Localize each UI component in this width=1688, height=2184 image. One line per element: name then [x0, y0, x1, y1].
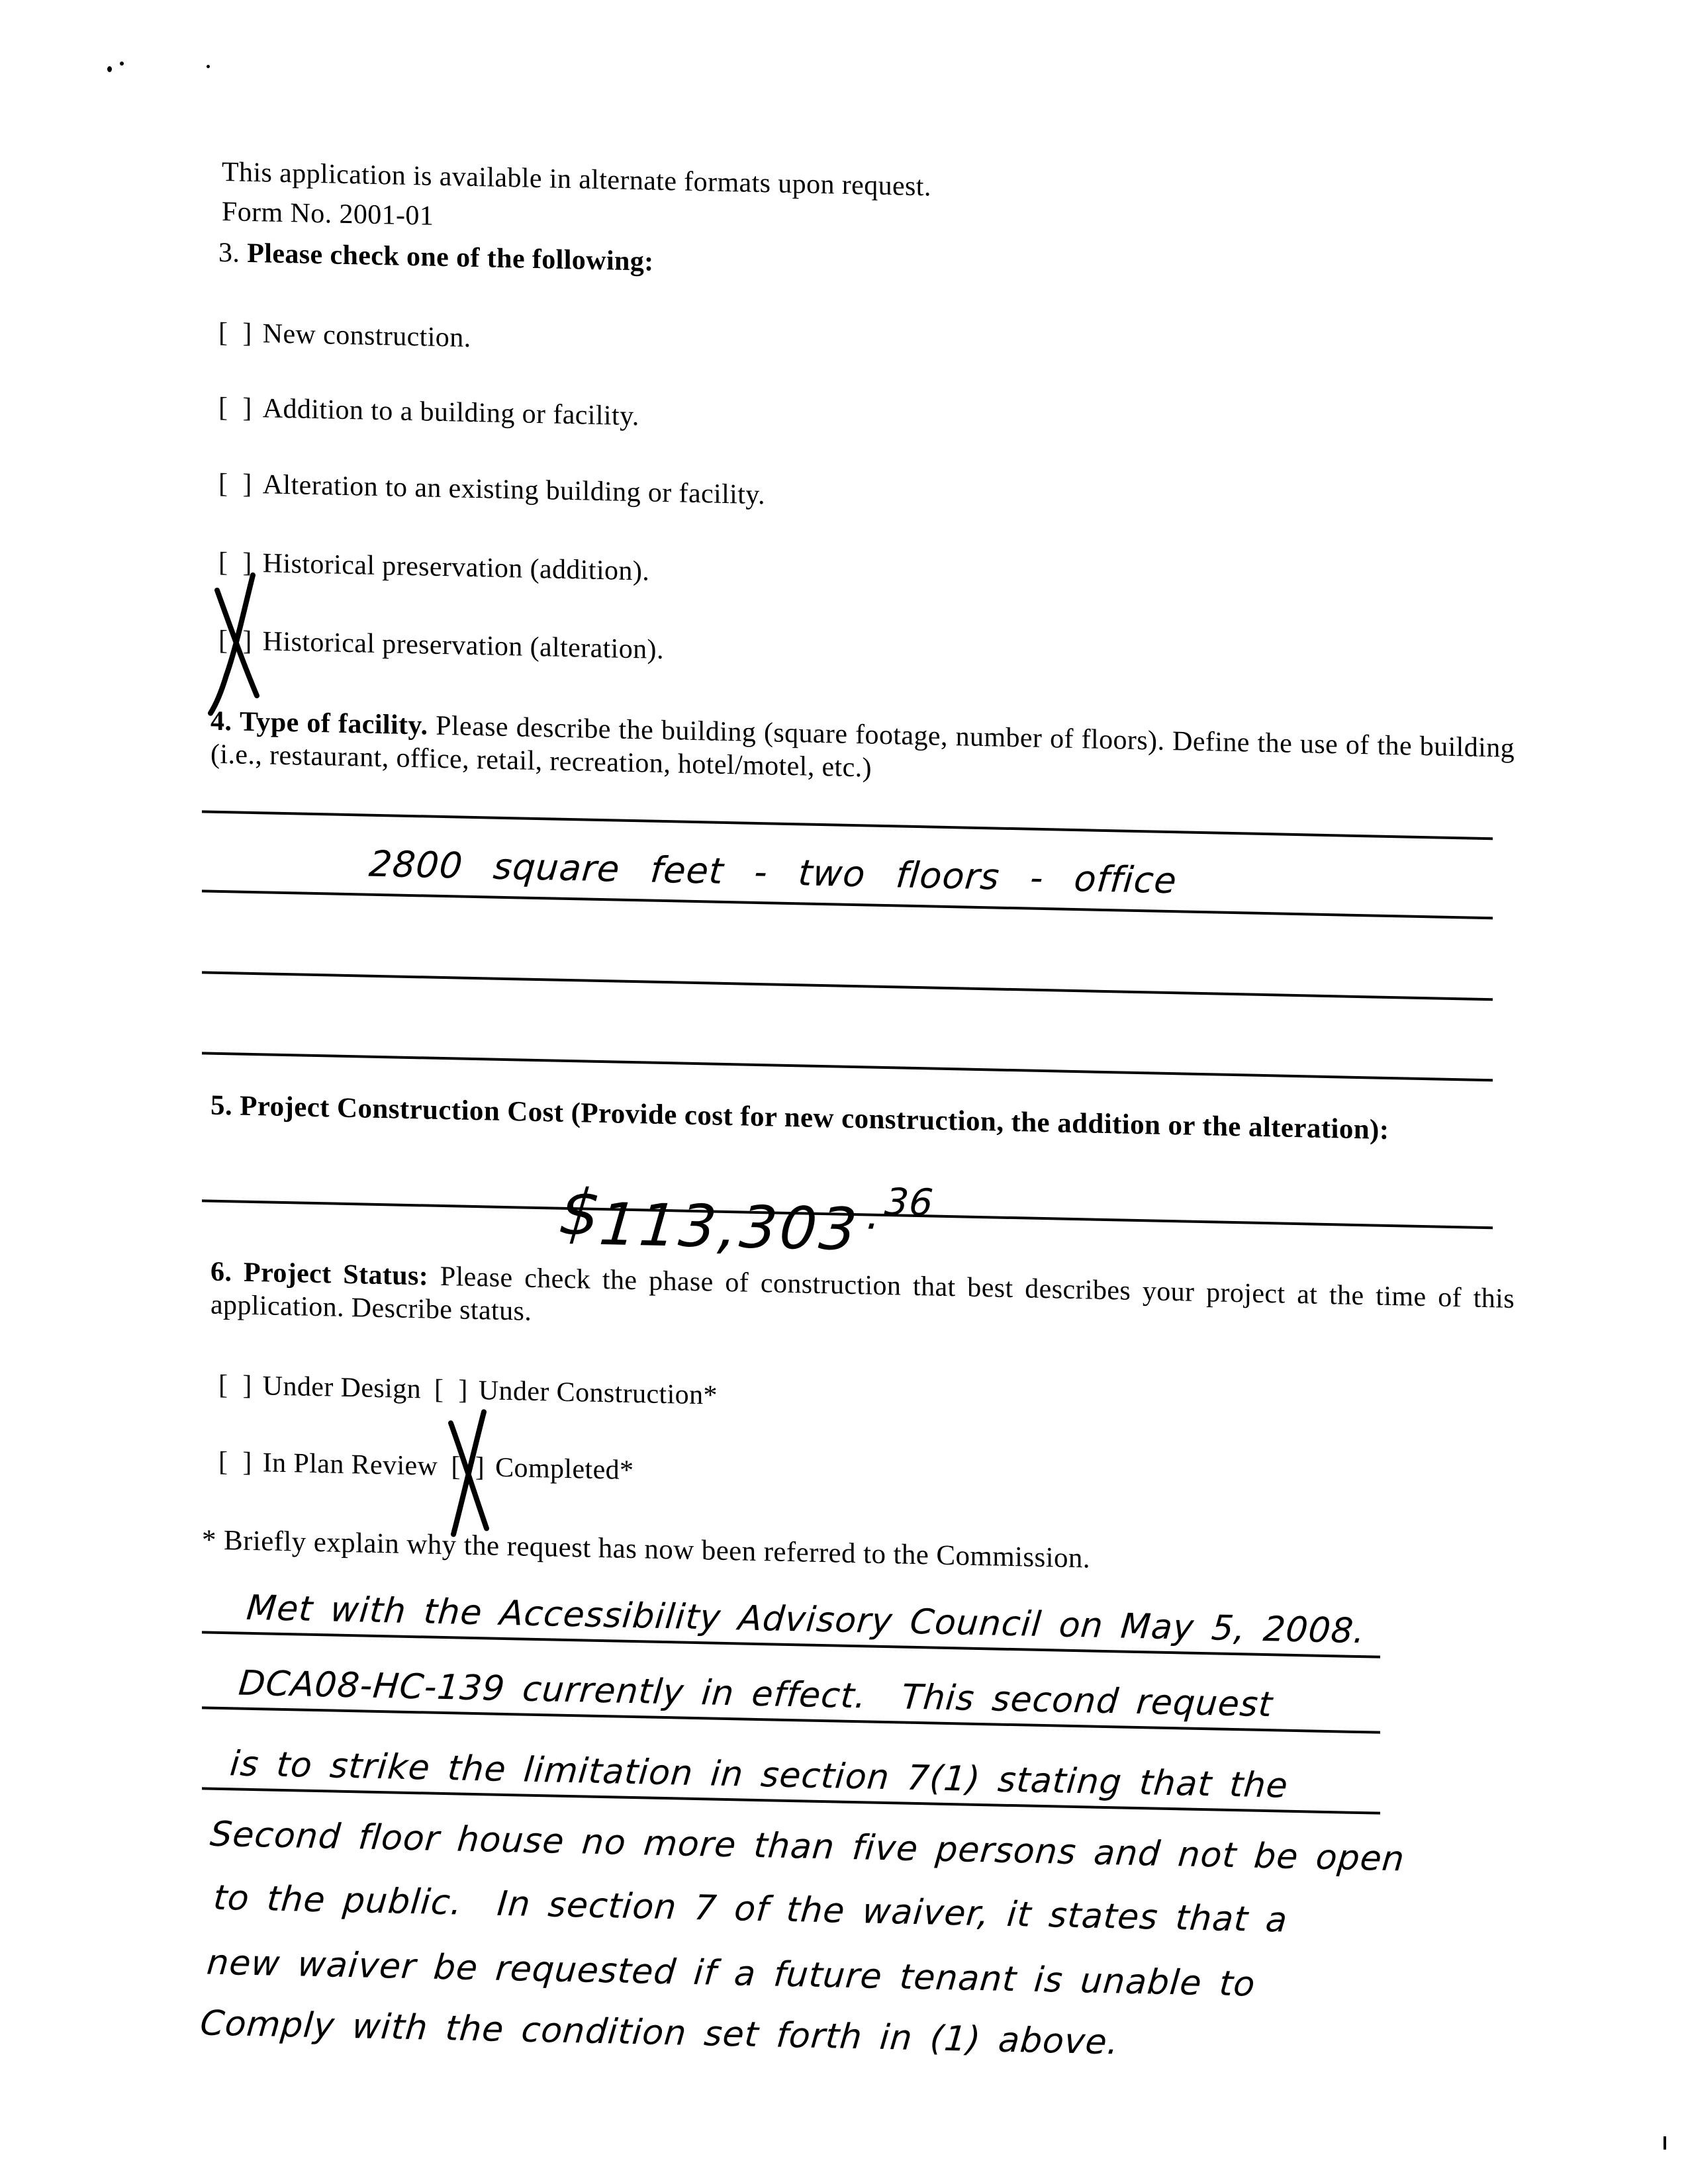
bracket-left: [ [218, 468, 228, 500]
section3-title: Please check one of the following: [247, 238, 654, 277]
bracket-right: ] [242, 1370, 252, 1401]
bracket-right: ] [242, 469, 252, 500]
status-options-row1 [218, 1369, 718, 1412]
checkbox-brackets [451, 1451, 485, 1483]
status-options-row2 [218, 1446, 633, 1486]
bracket-right: ] [475, 1452, 485, 1483]
explanation-line: is to strike the limitation in section 7(1) stating that the [228, 1744, 1290, 1806]
cost-cents: 36 [883, 1181, 936, 1225]
bracket-left: [ [218, 392, 228, 424]
answer-ruled-line [202, 971, 1493, 1001]
checkbox-brackets [218, 1446, 252, 1479]
checkbox-label: In Plan Review [262, 1447, 438, 1482]
section6-body: Please check the phase of construction that best describes your project at the time of this application. Describe status. [211, 1261, 1515, 1327]
bracket-left: [ [218, 317, 228, 349]
dollar-sign: $ [556, 1175, 604, 1250]
checkbox-label: New construction. [262, 318, 471, 353]
handwritten-x-mark [442, 1408, 498, 1538]
checkbox-label: Historical preservation (alteration). [262, 626, 664, 666]
checkbox-brackets [218, 392, 252, 424]
section3-heading [218, 236, 654, 279]
checkbox-brackets [218, 468, 252, 500]
explanation-line: DCA08-HC-139 currently in effect. This second request [237, 1663, 1275, 1725]
explanation-line: new waiver be requested if a future tenant is unable to [205, 1942, 1257, 2005]
answer-ruled-line [202, 1052, 1493, 1081]
bracket-left: [ [218, 625, 228, 657]
checkbox-option-historical-addition [218, 547, 649, 588]
bracket-left: [ [218, 1369, 228, 1401]
checkbox-option-historical-alteration [218, 625, 664, 666]
cost-dollars: 113,303 [596, 1190, 863, 1264]
section6-title: Project Status: [244, 1257, 429, 1292]
checkbox-label: Under Construction* [478, 1375, 718, 1411]
bracket-right: ] [242, 547, 252, 578]
bracket-right: ] [458, 1375, 468, 1406]
checkbox-brackets [434, 1374, 468, 1406]
checkbox-brackets [218, 317, 252, 349]
section5-number: 5. [211, 1089, 233, 1122]
section6-heading [211, 1255, 1515, 1349]
bracket-left: [ [218, 547, 228, 578]
section4-number: 4. [211, 705, 232, 737]
explanation-line: to the public. In section 7 of the waiver, it states that a [212, 1878, 1289, 1940]
form-number: Form No. 2001-01 [222, 197, 434, 232]
checkbox-brackets [218, 1369, 252, 1402]
bracket-left: [ [218, 1446, 228, 1478]
checkbox-option-new-construction [218, 317, 471, 354]
section3-number: 3. [218, 237, 240, 269]
section4-title: Type of facility. [240, 706, 428, 741]
facility-handwritten-answer: 2800 square feet - two floors - office [367, 842, 1179, 902]
section6-number: 6. [211, 1256, 232, 1288]
checkbox-option-alteration [218, 468, 765, 511]
bracket-right: ] [242, 318, 252, 349]
checkbox-label: Alteration to an existing building or facility. [262, 469, 765, 511]
bracket-right: ] [242, 625, 252, 657]
bracket-right: ] [242, 392, 252, 424]
explanation-line: Comply with the condition set forth in (1) above. [199, 2003, 1121, 2063]
checkbox-label: Completed* [495, 1452, 634, 1486]
bracket-left: [ [434, 1374, 444, 1406]
bracket-right: ] [242, 1447, 252, 1478]
section5-heading [211, 1089, 1515, 1150]
checkbox-label: Under Design [262, 1371, 422, 1405]
checkbox-brackets [218, 625, 252, 657]
checkbox-label: Historical preservation (addition). [262, 548, 650, 587]
explanation-line: Met with the Accessibility Advisory Council on May 5, 2008. [245, 1588, 1367, 1652]
checkbox-brackets [218, 547, 252, 579]
checkbox-option-addition [218, 392, 639, 432]
section4-heading [211, 705, 1515, 798]
checkbox-label: Addition to a building or facility. [262, 393, 639, 432]
section4-body: Please describe the building (square footage, number of floors). Define the use of the building (i.e., restaurant, office, retail, recreation, hotel/motel, etc.) [211, 710, 1515, 784]
section6-footnote: * Briefly explain why the request has now been referred to the Commission. [202, 1524, 1090, 1574]
answer-ruled-line [202, 810, 1493, 840]
bracket-left: [ [451, 1451, 461, 1482]
alternate-formats-note: This application is available in alternate formats upon request. [222, 157, 931, 203]
explanation-line: Second floor house no more than five persons and not be open [209, 1814, 1407, 1880]
cost-decimal-point: . [865, 1190, 884, 1240]
section5-title: Project Construction Cost (Provide cost for new construction, the addition or the alteration): [240, 1090, 1389, 1146]
